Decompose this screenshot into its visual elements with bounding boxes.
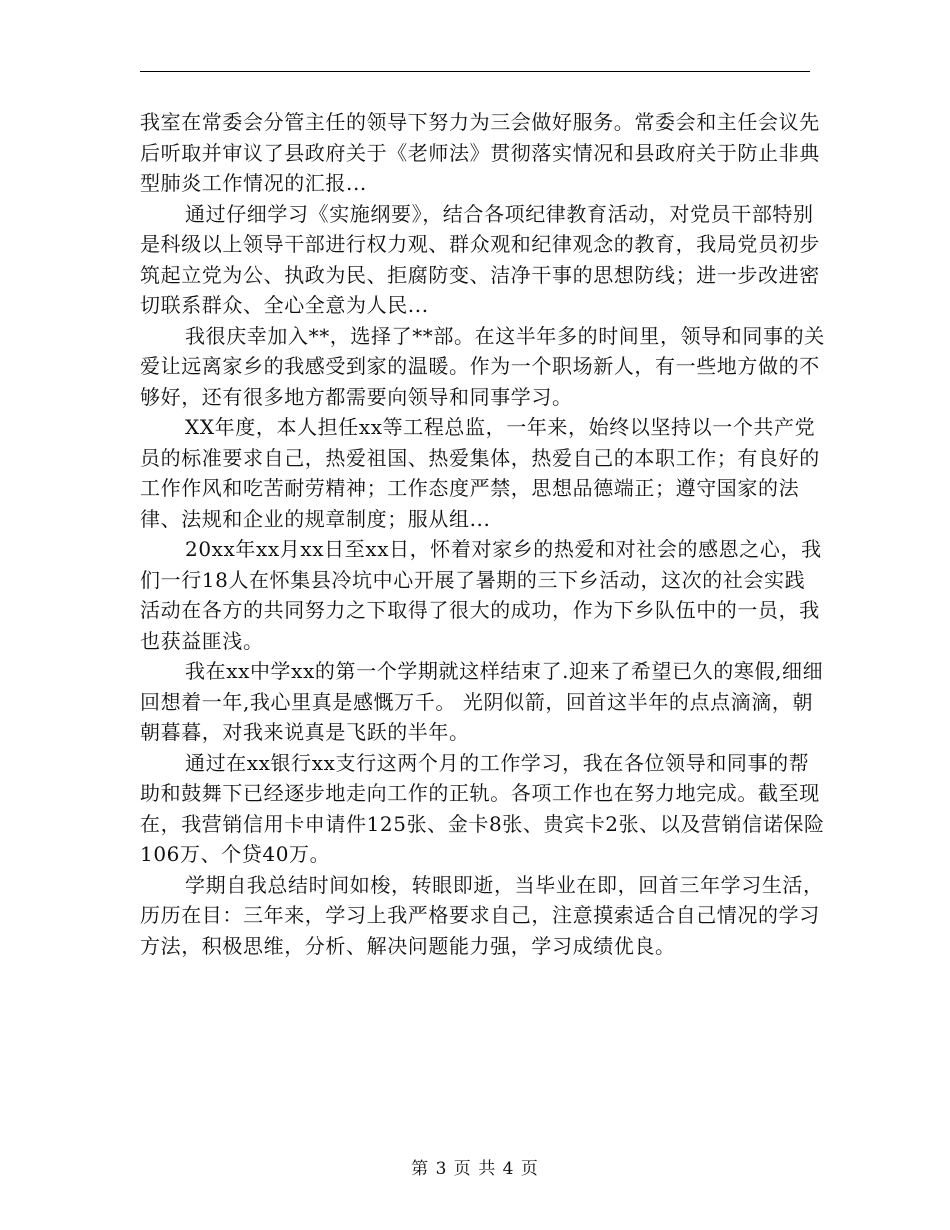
paragraph-8 bbox=[140, 870, 825, 962]
paragraph-3-line-1: 我很庆幸加入**，选择了**部。在这半年多的时间里，领导和同 bbox=[185, 323, 763, 348]
paragraph-2-line-2: 部特别是科级以上领导干部进行权力观、群众观和纪律观念的教育， bbox=[140, 201, 814, 256]
paragraph-7 bbox=[140, 748, 825, 870]
footer-current-page: 3 bbox=[435, 1159, 448, 1179]
paragraph-5-line-3: 的社会实践活动在各方的共同努力之下取得了很大的成功，作为下乡 bbox=[140, 567, 806, 622]
paragraph-4-line-1: XX年度，本人担任xx等工程总监，一年来，始终以坚持以一个共 bbox=[185, 415, 775, 439]
paragraph-4-line-4: 遵守国家的法律、法规和企业的规章制度；服从组... bbox=[140, 476, 800, 531]
header-rule bbox=[140, 71, 810, 72]
paragraph-3-line-2: 事的关爱让远离家乡的我感受到家的温暖。作为一个职场新人，有一 bbox=[140, 323, 825, 378]
paragraph-2-line-4: 防线；进一步改进密切联系群众、全心全意为人民... bbox=[140, 262, 820, 317]
paragraph-8-line-3: 己情况的学习方法，积极思维，分析、解决问题能力强，学习成绩优 bbox=[140, 903, 820, 958]
paragraph-5-line-4: 队伍中的一员，我也获益匪浅。 bbox=[140, 598, 820, 653]
paragraph-2-line-3: 我局党员初步筑起立党为公、执政为民、拒腐防变、洁净干事的思想 bbox=[140, 232, 820, 287]
paragraph-3-line-3: 些地方做的不够好，还有很多地方都需要向领导和同事学习。 bbox=[140, 354, 820, 409]
paragraph-8-line-1: 学期自我总结时间如梭，转眼即逝，当毕业在即，回首三年学习 bbox=[185, 872, 762, 897]
footer-prefix: 第 bbox=[411, 1159, 430, 1179]
paragraph-4-line-2: 产党员的标准要求自己，热爱祖国、热爱集体，热爱自己的本职工作； bbox=[140, 415, 816, 470]
paragraph-5 bbox=[140, 534, 825, 656]
paragraph-8-line-2: 生活，历历在目：三年来，学习上我严格要求自己，注意摸索适合自 bbox=[140, 872, 824, 927]
document-body bbox=[140, 107, 825, 961]
paragraph-1-line-1: 我室在常委会分管主任的领导下努力为三会做好服务。常委会和主任 bbox=[140, 110, 758, 134]
paragraph-7-line-3: 完成。截至现在，我营销信用卡申请件125张、金卡8张、贵宾卡2张、 bbox=[140, 781, 820, 836]
paragraph-4-line-3: 有良好的工作作风和吃苦耐劳精神；工作态度严禁，思想品德端正； bbox=[140, 445, 820, 500]
paragraph-6 bbox=[140, 656, 825, 748]
paragraph-6-line-1: 我在xx中学xx的第一个学期就这样结束了.迎来了希望已久的寒 bbox=[185, 659, 755, 683]
footer-total-pages: 4 bbox=[502, 1159, 515, 1179]
footer-suffix: 页 bbox=[520, 1159, 539, 1179]
paragraph-1-line-3: 关于防止非典型肺炎工作情况的汇报... bbox=[140, 140, 820, 195]
paragraph-5-line-1: 20xx年xx月xx日至xx日，怀着对家乡的热爱和对社会的感恩之 bbox=[185, 537, 760, 561]
paragraph-2 bbox=[140, 199, 825, 321]
paragraph-6-line-2: 假,细细回想着一年,我心里真是感慨万千。 光阴似箭，回首这半年的 bbox=[140, 659, 824, 714]
paragraph-3 bbox=[140, 321, 825, 413]
paragraph-7-line-2: 事的帮助和鼓舞下已经逐步地走向工作的正轨。各项工作也在努力地 bbox=[140, 750, 810, 805]
paragraph-1 bbox=[140, 107, 825, 199]
paragraph-7-line-4: 以及营销信诺保险106万、个贷40万。 bbox=[140, 811, 825, 866]
paragraph-5-line-2: 心，我们一行18人在怀集县冷坑中心开展了暑期的三下乡活动，这次 bbox=[140, 537, 822, 592]
paragraph-4 bbox=[140, 412, 825, 534]
paragraph-2-line-1: 通过仔细学习《实施纲要》，结合各项纪律教育活动，对党员干 bbox=[185, 201, 752, 226]
paragraph-7-line-1: 通过在xx银行xx支行这两个月的工作学习，我在各位领导和同 bbox=[185, 750, 748, 775]
paragraph-6-line-3: 点点滴滴，朝朝暮暮，对我来说真是飞跃的半年。 bbox=[140, 689, 814, 744]
page-footer bbox=[0, 1154, 950, 1179]
paragraph-1-line-2: 会议先后听取并审议了县政府关于《老师法》贯彻落实情况和县政府 bbox=[140, 110, 820, 165]
paragraph-8-line-4: 良。 bbox=[634, 933, 676, 958]
footer-middle: 页 共 bbox=[453, 1159, 497, 1179]
